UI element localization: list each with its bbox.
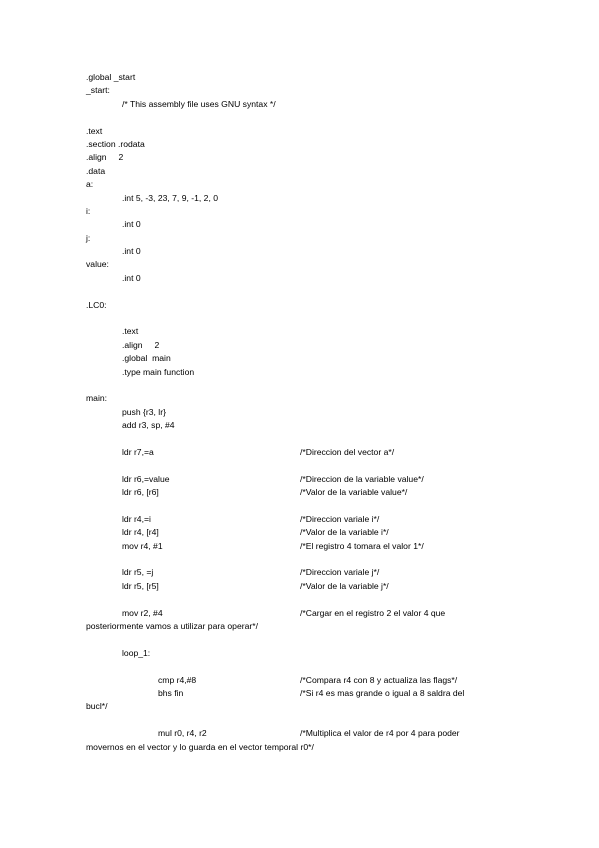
comment-text: /*Si r4 es mas grande o igual a 8 saldra del bbox=[300, 687, 465, 698]
code-text: add r3, sp, #4 bbox=[122, 420, 175, 431]
code-line bbox=[86, 406, 506, 419]
code-text: .global main bbox=[122, 353, 171, 364]
code-text: .int 0 bbox=[122, 272, 141, 283]
code-line bbox=[86, 473, 506, 486]
code-line bbox=[86, 258, 506, 271]
code-line bbox=[86, 687, 506, 700]
code-line bbox=[86, 339, 506, 352]
code-text: i: bbox=[86, 205, 91, 216]
code-line bbox=[86, 205, 506, 218]
comment-text: /*Cargar en el registro 2 el valor 4 que bbox=[300, 607, 446, 618]
code-line bbox=[86, 272, 506, 285]
blank-line bbox=[86, 660, 506, 673]
assembly-listing bbox=[86, 71, 506, 754]
comment-text: /*Direccion variale i*/ bbox=[300, 513, 380, 524]
code-line bbox=[86, 299, 506, 312]
code-text: mov r4, #1 bbox=[122, 540, 163, 551]
code-line bbox=[86, 419, 506, 432]
code-text: bhs fin bbox=[158, 687, 184, 698]
comment-text: /*Direccion variale j*/ bbox=[300, 567, 380, 578]
code-text: .LC0: bbox=[86, 299, 107, 310]
code-text: a: bbox=[86, 179, 94, 190]
code-line bbox=[86, 486, 506, 499]
blank-line bbox=[86, 285, 506, 298]
code-text: ldr r6,=value bbox=[122, 473, 170, 484]
code-line bbox=[86, 125, 506, 138]
code-text: push {r3, lr} bbox=[122, 406, 166, 417]
code-line bbox=[86, 607, 506, 620]
blank-line bbox=[86, 379, 506, 392]
code-text: .align 2 bbox=[122, 339, 160, 350]
code-line bbox=[86, 620, 506, 633]
code-line bbox=[86, 392, 506, 405]
blank-line bbox=[86, 714, 506, 727]
code-line bbox=[86, 513, 506, 526]
code-text: .int 0 bbox=[122, 219, 141, 230]
comment-text: /* This assembly file uses GNU syntax */ bbox=[122, 98, 276, 109]
code-line bbox=[86, 138, 506, 151]
code-text: mov r2, #4 bbox=[122, 607, 163, 618]
code-line bbox=[86, 727, 506, 740]
comment-text: /*Valor de la variable i*/ bbox=[300, 527, 389, 538]
blank-line bbox=[86, 633, 506, 646]
blank-line bbox=[86, 111, 506, 124]
blank-line bbox=[86, 433, 506, 446]
code-text: .int 5, -3, 23, 7, 9, -1, 2, 0 bbox=[122, 192, 219, 203]
code-line bbox=[86, 218, 506, 231]
code-line bbox=[86, 741, 506, 754]
code-line bbox=[86, 98, 506, 111]
code-line bbox=[86, 674, 506, 687]
code-line bbox=[86, 165, 506, 178]
code-text: cmp r4,#8 bbox=[158, 674, 197, 685]
code-line bbox=[86, 647, 506, 660]
code-text: .data bbox=[86, 165, 106, 176]
comment-text: /*Direccion de la variable value*/ bbox=[300, 473, 424, 484]
code-line bbox=[86, 352, 506, 365]
code-text: .text bbox=[122, 326, 139, 337]
code-line bbox=[86, 84, 506, 97]
code-text: main: bbox=[86, 393, 108, 404]
code-line bbox=[86, 580, 506, 593]
code-text: value: bbox=[86, 259, 109, 270]
blank-line bbox=[86, 500, 506, 513]
code-line bbox=[86, 245, 506, 258]
blank-line bbox=[86, 593, 506, 606]
code-text: .align 2 bbox=[86, 152, 124, 163]
code-line bbox=[86, 366, 506, 379]
code-line bbox=[86, 178, 506, 191]
blank-line bbox=[86, 459, 506, 472]
code-text: ldr r7,=a bbox=[122, 446, 154, 457]
code-line bbox=[86, 540, 506, 553]
code-text: ldr r4,=i bbox=[122, 513, 151, 524]
code-text: ldr r4, [r4] bbox=[122, 527, 159, 538]
code-line bbox=[86, 232, 506, 245]
comment-text: /*Direccion del vector a*/ bbox=[300, 446, 395, 457]
code-line bbox=[86, 325, 506, 338]
comment-text: /*Multiplica el valor de r4 por 4 para poder bbox=[300, 728, 460, 739]
comment-text: /*Compara r4 con 8 y actualiza las flags*/ bbox=[300, 674, 458, 685]
blank-line bbox=[86, 312, 506, 325]
code-text: .text bbox=[86, 125, 103, 136]
comment-text: /*El registro 4 tomara el valor 1*/ bbox=[300, 540, 424, 551]
code-text: j: bbox=[86, 232, 91, 243]
code-line bbox=[86, 700, 506, 713]
blank-line bbox=[86, 553, 506, 566]
code-line bbox=[86, 526, 506, 539]
code-text: ldr r5, =j bbox=[122, 567, 154, 578]
code-line bbox=[86, 192, 506, 205]
code-line bbox=[86, 151, 506, 164]
comment-continuation: posteriormente vamos a utilizar para operar*/ bbox=[86, 621, 258, 632]
label-text: loop_1: bbox=[122, 647, 151, 658]
code-text: mul r0, r4, r2 bbox=[158, 728, 207, 739]
code-text: ldr r5, [r5] bbox=[122, 580, 159, 591]
comment-text: /*Valor de la variable value*/ bbox=[300, 487, 408, 498]
code-text: .int 0 bbox=[122, 246, 141, 257]
code-text: .global _start bbox=[86, 72, 136, 82]
comment-continuation: movernos en el vector y lo guarda en el vector temporal r0*/ bbox=[86, 741, 314, 752]
comment-text: /*Valor de la variable j*/ bbox=[300, 580, 389, 591]
code-line bbox=[86, 71, 506, 84]
code-text: .type main function bbox=[122, 366, 195, 377]
code-line bbox=[86, 566, 506, 579]
code-text: _start: bbox=[86, 85, 110, 96]
code-text: ldr r6, [r6] bbox=[122, 487, 159, 498]
comment-continuation: bucl*/ bbox=[86, 701, 108, 712]
code-text: .section .rodata bbox=[86, 138, 145, 149]
code-line bbox=[86, 446, 506, 459]
